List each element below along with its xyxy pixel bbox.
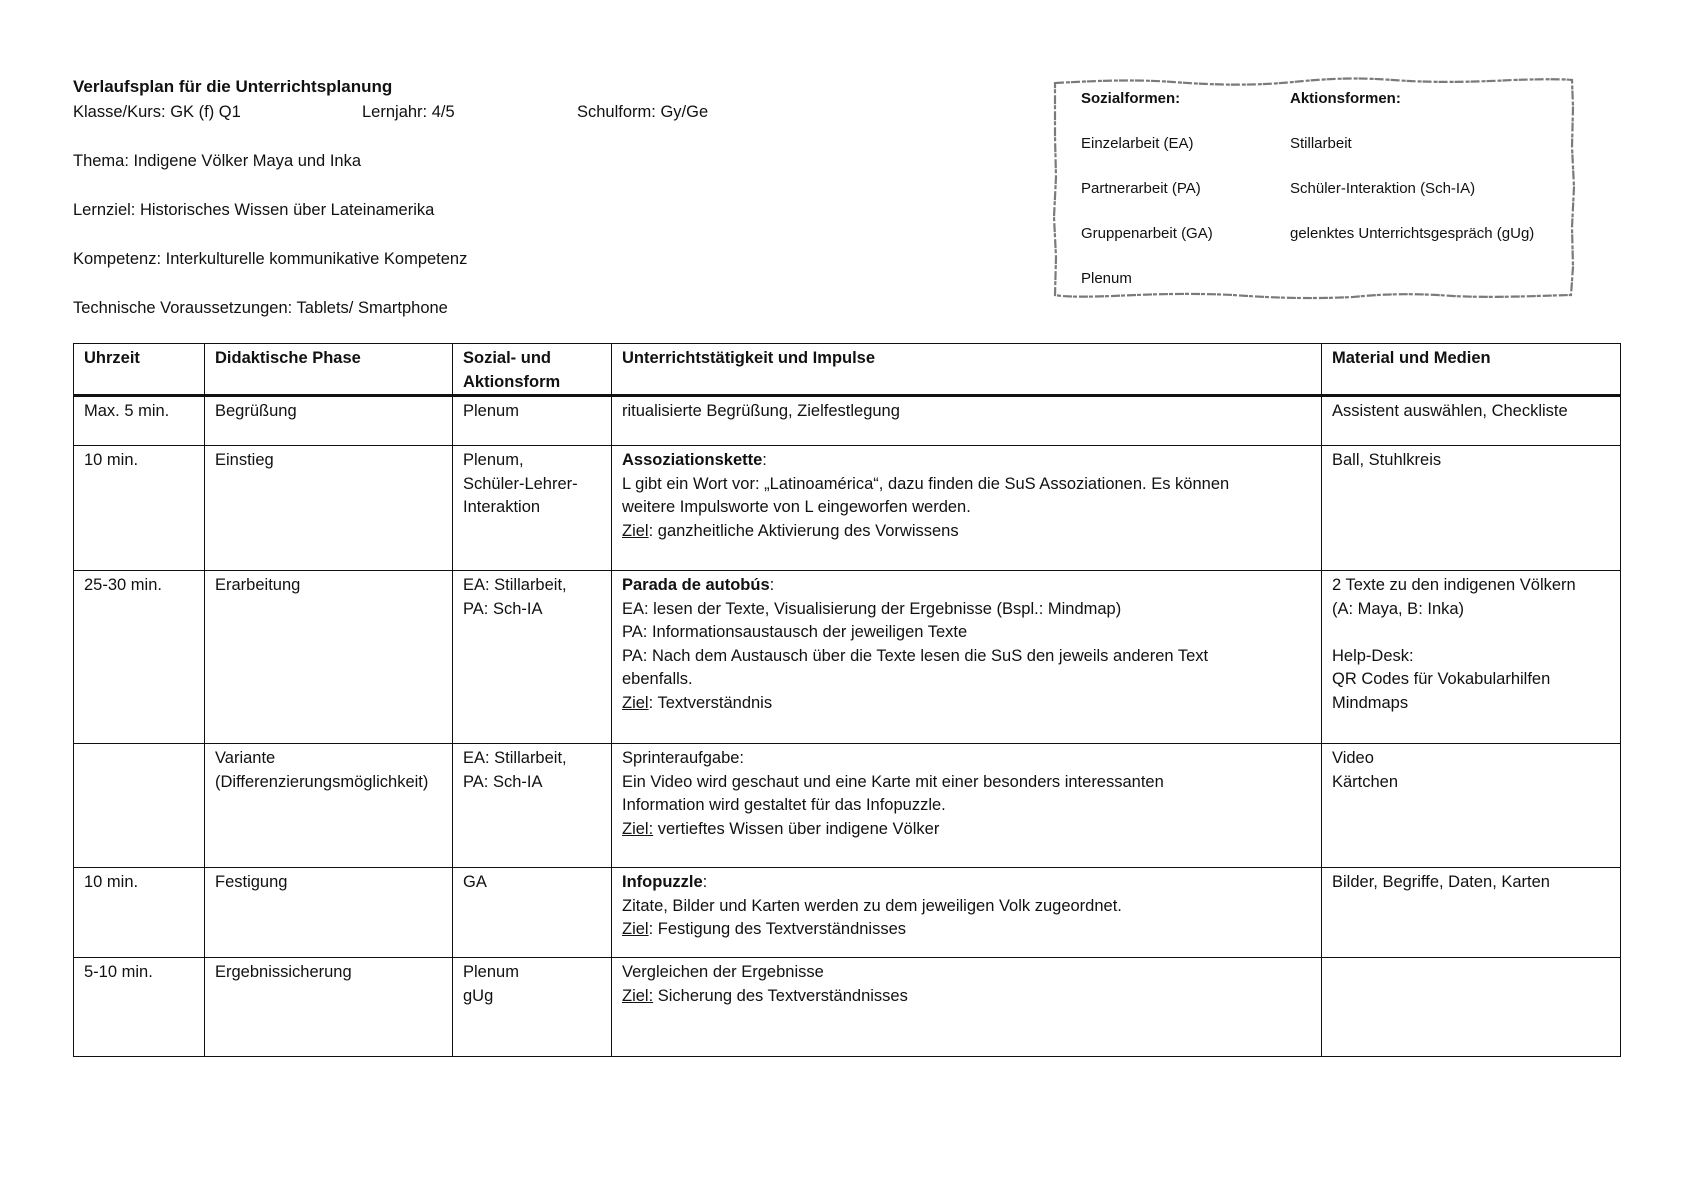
class-course: Klasse/Kurs: GK (f) Q1 xyxy=(73,103,241,121)
form-line: Plenum xyxy=(463,402,519,420)
phase-line: Erarbeitung xyxy=(215,576,301,594)
cell-time: 10 min. xyxy=(74,446,205,571)
cell-time: Max. 5 min. xyxy=(74,396,205,446)
activity-heading: Assoziationskette xyxy=(622,451,763,469)
cell-phase xyxy=(205,744,453,868)
table-row xyxy=(74,571,1621,744)
material-line: Mindmaps xyxy=(1332,693,1409,712)
cell-time xyxy=(74,744,205,868)
phase-line: Begrüßung xyxy=(215,402,297,420)
activity-line: L gibt ein Wort vor: „Latinoamérica“, dazu finden die SuS Assoziationen. Es können xyxy=(622,474,1230,493)
cell-time: 5-10 min. xyxy=(74,958,205,1057)
cell-material xyxy=(1322,744,1621,868)
phase-line: Ergebnissicherung xyxy=(215,963,352,981)
school-type: Schulform: Gy/Ge xyxy=(577,103,709,121)
table-row xyxy=(74,744,1621,868)
cell-activity: Assoziationskette: L gibt ein Wort vor: „Latinoamérica“, dazu finden die SuS Assoziationen. Es können weitere Impulsworte von L eingeworfen werden. Ziel: ganzheitliche Aktivierung des Vorwissens xyxy=(612,446,1322,571)
form-line: Schüler-Lehrer- xyxy=(463,474,578,493)
material-spacer xyxy=(1332,621,1610,645)
material-line: Kärtchen xyxy=(1332,772,1399,791)
column-header-form-line2: Aktionsform xyxy=(463,372,561,391)
material-line: 2 Texte zu den indigenen Völkern xyxy=(1332,576,1576,594)
cell-form xyxy=(453,446,612,571)
column-header-activity: Unterrichtstätigkeit und Impulse xyxy=(612,344,1322,396)
legend-aktionsformen-title: Aktionsformen: xyxy=(1290,90,1401,107)
cell-material xyxy=(1322,446,1621,571)
form-line: Interaktion xyxy=(463,498,541,516)
legend-aktionsform: Stillarbeit xyxy=(1290,135,1352,152)
competence: Kompetenz: Interkulturelle kommunikative Kompetenz xyxy=(73,250,468,268)
form-line: PA: Sch-IA xyxy=(463,599,543,618)
document-title: Verlaufsplan für die Unterrichtsplanung xyxy=(73,77,393,96)
cell-activity: Parada de autobús: EA: lesen der Texte, Visualisierung der Ergebnisse (Bspl.: Mindmap) PA: Informationsaustausch der jeweiligen Texte PA: Nach dem Austausch über die Texte lesen die SuS den jeweils anderen Text ebenfalls. Ziel: Textverständnis xyxy=(612,571,1322,744)
table-row xyxy=(74,446,1621,571)
legend-box xyxy=(1053,77,1573,297)
activity-line: Vergleichen der Ergebnisse xyxy=(622,963,824,981)
goal-label: Ziel: xyxy=(622,986,654,1005)
form-line: gUg xyxy=(463,986,494,1005)
cell-activity xyxy=(612,958,1322,1057)
cell-activity xyxy=(612,744,1322,868)
column-header-form xyxy=(453,344,612,396)
goal-text: Sicherung des Textverständnisses xyxy=(653,986,908,1005)
material-line: Ball, Stuhlkreis xyxy=(1332,451,1442,469)
cell-material xyxy=(1322,868,1621,958)
activity-line: PA: Informationsaustausch der jeweiligen Texte xyxy=(622,623,968,641)
cell-phase xyxy=(205,446,453,571)
form-line: EA: Stillarbeit, xyxy=(463,576,567,594)
legend-aktionsform: Schüler-Interaktion (Sch-IA) xyxy=(1290,180,1476,197)
legend-aktionsform: gelenktes Unterrichtsgespräch (gUg) xyxy=(1290,225,1535,242)
activity-line: ebenfalls. xyxy=(622,670,693,688)
cell-activity xyxy=(612,396,1322,446)
legend-sozialform: Gruppenarbeit (GA) xyxy=(1081,225,1213,242)
column-header-material: Material und Medien xyxy=(1322,344,1621,396)
material-line: Help-Desk: xyxy=(1332,646,1414,665)
technical-requirements: Technische Voraussetzungen: Tablets/ Smartphone xyxy=(73,299,448,317)
goal-text: : Festigung des Textverständnisses xyxy=(648,920,907,938)
activity-line: ritualisierte Begrüßung, Zielfestlegung xyxy=(622,402,900,420)
table-header-row xyxy=(74,344,1621,396)
column-header-phase: Didaktische Phase xyxy=(205,344,453,396)
cell-time: 25-30 min. xyxy=(74,571,205,744)
activity-heading: Infopuzzle xyxy=(622,873,703,891)
learning-year: Lernjahr: 4/5 xyxy=(362,103,455,121)
cell-form xyxy=(453,396,612,446)
activity-heading: Parada de autobús xyxy=(622,576,770,594)
table-row xyxy=(74,868,1621,958)
goal-label: Ziel xyxy=(622,521,649,540)
legend-sozialform: Plenum xyxy=(1081,270,1132,287)
activity-line: PA: Nach dem Austausch über die Texte lesen die SuS den jeweils anderen Text xyxy=(622,646,1209,665)
cell-material xyxy=(1322,571,1621,744)
form-line: PA: Sch-IA xyxy=(463,772,543,791)
goal-text: : ganzheitliche Aktivierung des Vorwissens xyxy=(648,521,959,540)
material-line: Video xyxy=(1332,749,1374,767)
cell-form xyxy=(453,868,612,958)
cell-phase xyxy=(205,571,453,744)
goal-label: Ziel xyxy=(622,693,649,712)
phase-line: Festigung xyxy=(215,873,288,891)
form-line: GA xyxy=(463,873,487,891)
material-line: (A: Maya, B: Inka) xyxy=(1332,599,1465,618)
goal-label: Ziel xyxy=(622,920,649,938)
lesson-plan-table xyxy=(73,343,1621,1057)
activity-line: Ein Video wird geschaut und eine Karte mit einer besonders interessanten xyxy=(622,772,1164,791)
activity-line: EA: lesen der Texte, Visualisierung der Ergebnisse (Bspl.: Mindmap) xyxy=(622,599,1122,618)
activity-line: Zitate, Bilder und Karten werden zu dem jeweiligen Volk zugeordnet. xyxy=(622,896,1122,915)
cell-phase xyxy=(205,396,453,446)
cell-form xyxy=(453,571,612,744)
goal-text: : Textverständnis xyxy=(648,693,773,712)
legend-sozialform: Partnerarbeit (PA) xyxy=(1081,180,1201,197)
cell-material xyxy=(1322,958,1621,1057)
phase-line: Variante xyxy=(215,749,276,767)
goal-text: vertieftes Wissen über indigene Völker xyxy=(653,819,940,838)
cell-phase xyxy=(205,958,453,1057)
cell-form xyxy=(453,744,612,868)
cell-material xyxy=(1322,396,1621,446)
material-line: Assistent auswählen, Checkliste xyxy=(1332,402,1568,420)
legend-sozialform: Einzelarbeit (EA) xyxy=(1081,135,1194,152)
material-line: Bilder, Begriffe, Daten, Karten xyxy=(1332,873,1550,891)
activity-line: Sprinteraufgabe: xyxy=(622,749,745,767)
material-line: QR Codes für Vokabularhilfen xyxy=(1332,670,1551,688)
legend-sozialformen-title: Sozialformen: xyxy=(1081,90,1181,107)
table-row xyxy=(74,958,1621,1057)
topic: Thema: Indigene Völker Maya und Inka xyxy=(73,152,362,170)
cell-phase xyxy=(205,868,453,958)
phase-line: (Differenzierungsmöglichkeit) xyxy=(215,772,429,791)
form-line: Plenum xyxy=(463,963,519,981)
cell-form xyxy=(453,958,612,1057)
cell-time: 10 min. xyxy=(74,868,205,958)
learning-goal: Lernziel: Historisches Wissen über Lateinamerika xyxy=(73,201,435,219)
form-line: Plenum, xyxy=(463,451,524,469)
activity-line: weitere Impulsworte von L eingeworfen werden. xyxy=(622,498,971,516)
column-header-form-line1: Sozial- und xyxy=(463,349,551,367)
activity-line: Information wird gestaltet für das Infopuzzle. xyxy=(622,796,946,814)
cell-activity: Infopuzzle: Zitate, Bilder und Karten werden zu dem jeweiligen Volk zugeordnet. Ziel: Festigung des Textverständnisses xyxy=(612,868,1322,958)
phase-line: Einstieg xyxy=(215,451,274,469)
table-row xyxy=(74,396,1621,446)
column-header-time: Uhrzeit xyxy=(74,344,205,396)
goal-label: Ziel: xyxy=(622,819,654,838)
form-line: EA: Stillarbeit, xyxy=(463,749,567,767)
